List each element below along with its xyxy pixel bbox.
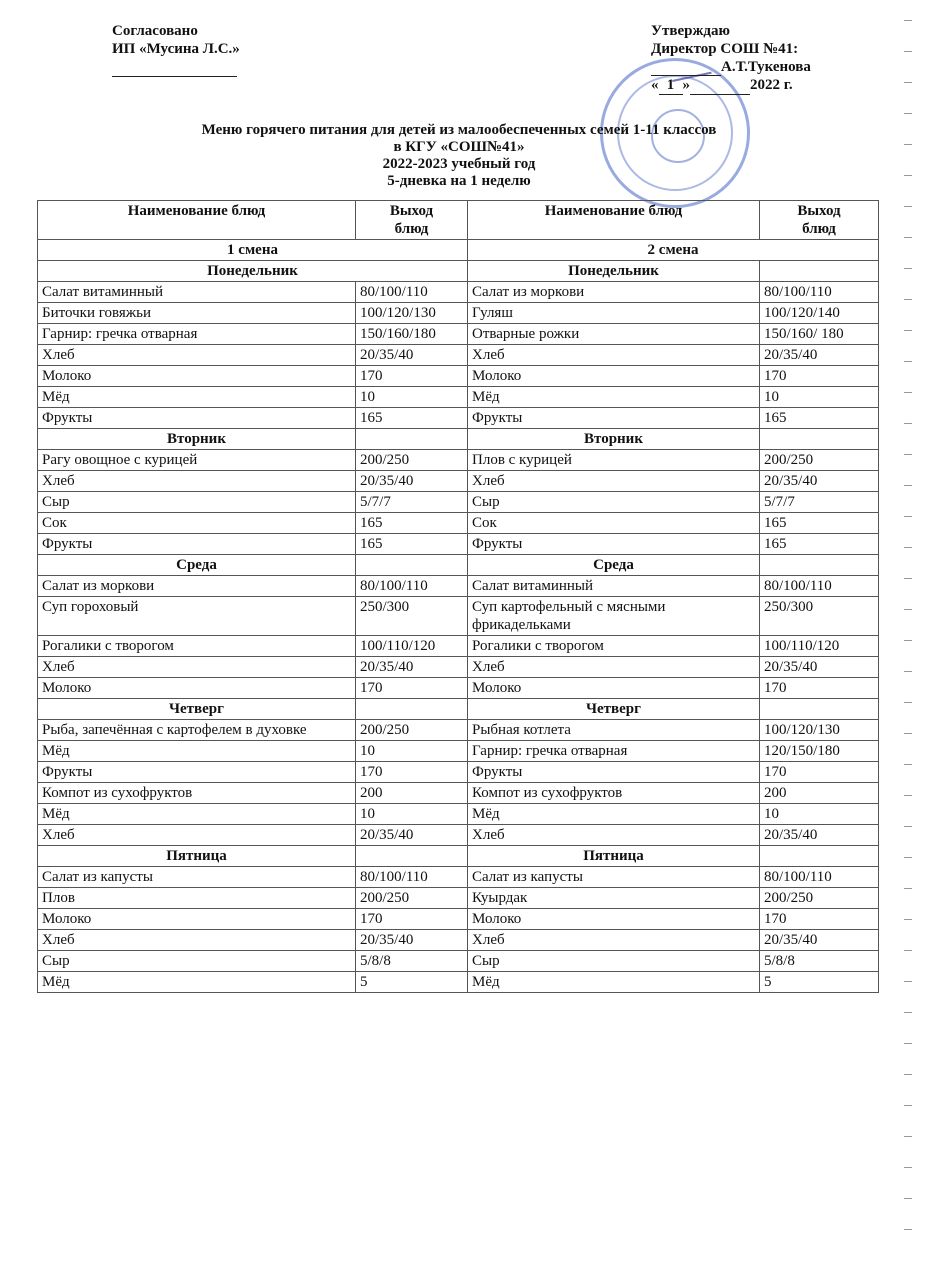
dish-yield-shift1: 5 — [356, 972, 468, 993]
table-row — [38, 972, 879, 993]
dish-yield-shift1: 200/250 — [356, 888, 468, 909]
day-label-shift1: Пятница — [38, 846, 356, 867]
title-line-4: 5-дневка на 1 неделю — [387, 173, 531, 189]
empty-cell — [356, 699, 468, 720]
dish-name-shift2: Мёд — [468, 972, 760, 993]
scan-edge-marks — [898, 0, 912, 1280]
dish-yield-shift2: 170 — [760, 366, 879, 387]
table-row — [38, 867, 879, 888]
dish-name-shift1: Суп гороховый — [38, 597, 356, 636]
dish-name-shift1: Хлеб — [38, 825, 356, 846]
dish-name-shift2: Сыр — [468, 492, 760, 513]
table-row — [38, 303, 879, 324]
dish-name-shift2: Фрукты — [468, 762, 760, 783]
dish-name-shift1: Фрукты — [38, 762, 356, 783]
dish-name-shift1: Фрукты — [38, 408, 356, 429]
dish-yield-shift2: 100/120/130 — [760, 720, 879, 741]
agreement-block — [112, 22, 240, 82]
dish-name-shift1: Мёд — [38, 741, 356, 762]
dish-name-shift1: Рыба, запечённая с картофелем в духовке — [38, 720, 356, 741]
dish-yield-shift1: 170 — [356, 678, 468, 699]
approve-date-mid: » — [682, 77, 690, 93]
table-row — [38, 636, 879, 657]
dish-name-shift1: Хлеб — [38, 657, 356, 678]
dish-yield-shift2: 5/7/7 — [760, 492, 879, 513]
table-row — [38, 720, 879, 741]
dish-name-shift1: Молоко — [38, 909, 356, 930]
menu-table-body — [38, 201, 879, 993]
table-row — [38, 387, 879, 408]
table-row — [38, 657, 879, 678]
dish-yield-shift1: 200/250 — [356, 450, 468, 471]
agreed-label: Согласовано — [112, 23, 198, 39]
dish-yield-shift2: 170 — [760, 678, 879, 699]
dish-yield-shift2: 100/120/140 — [760, 303, 879, 324]
day-label-shift1: Четверг — [38, 699, 356, 720]
dish-name-shift1: Плов — [38, 888, 356, 909]
dish-yield-shift1: 5/8/8 — [356, 951, 468, 972]
dish-yield-shift1: 5/7/7 — [356, 492, 468, 513]
dish-name-shift2: Суп картофельный с мясными фрикадельками — [468, 597, 760, 636]
dish-yield-shift2: 120/150/180 — [760, 741, 879, 762]
shift-row — [38, 240, 879, 261]
dish-yield-shift1: 170 — [356, 366, 468, 387]
dish-yield-shift2: 165 — [760, 513, 879, 534]
dish-yield-shift1: 165 — [356, 534, 468, 555]
agreed-signature-line — [112, 62, 240, 82]
day-header-row — [38, 429, 879, 450]
dish-name-shift1: Рогалики с творогом — [38, 636, 356, 657]
dish-yield-shift2: 100/110/120 — [760, 636, 879, 657]
title-line-1: Меню горячего питания для детей из малообеспеченных семей 1-11 классов — [201, 122, 717, 138]
table-row — [38, 408, 879, 429]
dish-name-shift2: Рыбная котлета — [468, 720, 760, 741]
dish-yield-shift2: 165 — [760, 534, 879, 555]
dish-yield-shift2: 165 — [760, 408, 879, 429]
dish-yield-shift1: 80/100/110 — [356, 867, 468, 888]
table-row — [38, 513, 879, 534]
dish-name-shift2: Хлеб — [468, 825, 760, 846]
dish-name-shift2: Компот из сухофруктов — [468, 783, 760, 804]
dish-name-shift2: Куырдак — [468, 888, 760, 909]
approve-position: Директор СОШ №41: — [651, 41, 799, 57]
shift-1-label: 1 смена — [38, 240, 468, 261]
approve-date-line — [651, 76, 811, 95]
empty-cell — [760, 261, 879, 282]
dish-name-shift1: Биточки говяжьи — [38, 303, 356, 324]
table-row — [38, 951, 879, 972]
table-row — [38, 324, 879, 345]
dish-yield-shift1: 20/35/40 — [356, 345, 468, 366]
dish-yield-shift2: 200 — [760, 783, 879, 804]
dish-name-shift2: Отварные рожки — [468, 324, 760, 345]
dish-name-shift2: Гарнир: гречка отварная — [468, 741, 760, 762]
col-header-name-shift1: Наименование блюд — [38, 201, 356, 240]
dish-name-shift1: Сыр — [38, 492, 356, 513]
dish-yield-shift1: 170 — [356, 909, 468, 930]
table-row — [38, 471, 879, 492]
dish-yield-shift2: 170 — [760, 909, 879, 930]
dish-name-shift2: Гуляш — [468, 303, 760, 324]
dish-name-shift2: Молоко — [468, 366, 760, 387]
dish-yield-shift2: 150/160/ 180 — [760, 324, 879, 345]
dish-yield-shift1: 10 — [356, 387, 468, 408]
dish-yield-shift2: 10 — [760, 387, 879, 408]
empty-cell — [356, 429, 468, 450]
dish-name-shift1: Мёд — [38, 387, 356, 408]
day-label-shift2: Вторник — [468, 429, 760, 450]
dish-name-shift2: Мёд — [468, 387, 760, 408]
dish-yield-shift1: 20/35/40 — [356, 825, 468, 846]
empty-cell — [760, 699, 879, 720]
dish-yield-shift1: 20/35/40 — [356, 657, 468, 678]
empty-cell — [760, 846, 879, 867]
document-title — [40, 122, 878, 190]
dish-name-shift2: Фрукты — [468, 534, 760, 555]
dish-name-shift2: Сок — [468, 513, 760, 534]
approve-label: Утверждаю — [651, 23, 730, 39]
day-label-shift1: Вторник — [38, 429, 356, 450]
dish-yield-shift2: 20/35/40 — [760, 825, 879, 846]
day-header-row — [38, 699, 879, 720]
dish-name-shift2: Хлеб — [468, 657, 760, 678]
dish-name-shift2: Хлеб — [468, 471, 760, 492]
table-row — [38, 909, 879, 930]
day-label-shift1: Среда — [38, 555, 356, 576]
empty-cell — [356, 846, 468, 867]
dish-yield-shift1: 20/35/40 — [356, 930, 468, 951]
dish-yield-shift2: 80/100/110 — [760, 282, 879, 303]
dish-yield-shift2: 200/250 — [760, 450, 879, 471]
table-row — [38, 282, 879, 303]
title-line-3: 2022-2023 учебный год — [382, 156, 536, 172]
dish-yield-shift1: 150/160/180 — [356, 324, 468, 345]
shift-2-label: 2 смена — [468, 240, 879, 261]
table-row — [38, 576, 879, 597]
dish-name-shift1: Молоко — [38, 366, 356, 387]
dish-name-shift2: Фрукты — [468, 408, 760, 429]
day-label-shift2: Пятница — [468, 846, 760, 867]
dish-yield-shift1: 80/100/110 — [356, 576, 468, 597]
dish-name-shift2: Рогалики с творогом — [468, 636, 760, 657]
col-header-yield-shift2: Выход блюд — [760, 201, 879, 240]
dish-yield-shift1: 200 — [356, 783, 468, 804]
day-header-row — [38, 555, 879, 576]
dish-yield-shift1: 100/110/120 — [356, 636, 468, 657]
dish-name-shift1: Гарнир: гречка отварная — [38, 324, 356, 345]
approve-date-day: 1 — [659, 76, 683, 95]
dish-name-shift1: Компот из сухофруктов — [38, 783, 356, 804]
day-label-shift2: Четверг — [468, 699, 760, 720]
dish-yield-shift1: 80/100/110 — [356, 282, 468, 303]
dish-name-shift1: Сыр — [38, 951, 356, 972]
dish-name-shift2: Молоко — [468, 678, 760, 699]
dish-name-shift1: Мёд — [38, 804, 356, 825]
table-row — [38, 366, 879, 387]
table-row — [38, 762, 879, 783]
approval-block — [651, 22, 811, 95]
table-row — [38, 825, 879, 846]
empty-cell — [760, 429, 879, 450]
table-row — [38, 930, 879, 951]
day-label-shift2: Понедельник — [468, 261, 760, 282]
dish-name-shift1: Хлеб — [38, 471, 356, 492]
dish-yield-shift1: 10 — [356, 741, 468, 762]
dish-name-shift2: Салат из моркови — [468, 282, 760, 303]
menu-table — [37, 200, 879, 993]
dish-yield-shift2: 170 — [760, 762, 879, 783]
approve-name: А.Т.Тукенова — [721, 59, 811, 75]
empty-cell — [356, 555, 468, 576]
dish-yield-shift1: 165 — [356, 408, 468, 429]
dish-yield-shift1: 100/120/130 — [356, 303, 468, 324]
dish-name-shift2: Молоко — [468, 909, 760, 930]
dish-name-shift1: Салат витаминный — [38, 282, 356, 303]
table-row — [38, 450, 879, 471]
day-label-shift2: Среда — [468, 555, 760, 576]
dish-yield-shift2: 20/35/40 — [760, 345, 879, 366]
title-line-2: в КГУ «СОШ№41» — [393, 139, 525, 155]
table-row — [38, 678, 879, 699]
table-row — [38, 783, 879, 804]
dish-name-shift2: Салат витаминный — [468, 576, 760, 597]
table-row — [38, 345, 879, 366]
dish-yield-shift1: 170 — [356, 762, 468, 783]
dish-name-shift2: Хлеб — [468, 930, 760, 951]
dish-name-shift1: Салат из капусты — [38, 867, 356, 888]
approve-name-line — [651, 58, 811, 76]
dish-yield-shift2: 80/100/110 — [760, 867, 879, 888]
table-header-row — [38, 201, 879, 240]
col-header-yield-shift1: Выход блюд — [356, 201, 468, 240]
table-row — [38, 804, 879, 825]
dish-name-shift1: Хлеб — [38, 345, 356, 366]
dish-name-shift1: Фрукты — [38, 534, 356, 555]
dish-yield-shift2: 20/35/40 — [760, 930, 879, 951]
dish-name-shift2: Салат из капусты — [468, 867, 760, 888]
dish-name-shift2: Хлеб — [468, 345, 760, 366]
dish-name-shift1: Мёд — [38, 972, 356, 993]
dish-name-shift1: Молоко — [38, 678, 356, 699]
approve-date-year: 2022 г. — [750, 77, 793, 93]
dish-name-shift2: Мёд — [468, 804, 760, 825]
dish-yield-shift2: 80/100/110 — [760, 576, 879, 597]
dish-yield-shift2: 250/300 — [760, 597, 879, 636]
table-row — [38, 741, 879, 762]
agreed-org: ИП «Мусина Л.С.» — [112, 41, 240, 57]
table-row — [38, 888, 879, 909]
dish-name-shift1: Рагу овощное с курицей — [38, 450, 356, 471]
table-row — [38, 597, 879, 636]
dish-yield-shift1: 250/300 — [356, 597, 468, 636]
day-header-row — [38, 846, 879, 867]
dish-yield-shift2: 200/250 — [760, 888, 879, 909]
day-label-shift1: Понедельник — [38, 261, 468, 282]
dish-yield-shift2: 20/35/40 — [760, 657, 879, 678]
dish-yield-shift2: 5 — [760, 972, 879, 993]
dish-yield-shift2: 5/8/8 — [760, 951, 879, 972]
approve-date-open: « — [651, 77, 659, 93]
col-header-name-shift2: Наименование блюд — [468, 201, 760, 240]
empty-cell — [760, 555, 879, 576]
dish-yield-shift1: 20/35/40 — [356, 471, 468, 492]
table-row — [38, 492, 879, 513]
dish-yield-shift2: 20/35/40 — [760, 471, 879, 492]
dish-name-shift2: Сыр — [468, 951, 760, 972]
day-header-row — [38, 261, 879, 282]
dish-yield-shift1: 165 — [356, 513, 468, 534]
dish-yield-shift2: 10 — [760, 804, 879, 825]
dish-yield-shift1: 200/250 — [356, 720, 468, 741]
dish-name-shift1: Салат из моркови — [38, 576, 356, 597]
table-row — [38, 534, 879, 555]
dish-name-shift1: Хлеб — [38, 930, 356, 951]
dish-name-shift2: Плов с курицей — [468, 450, 760, 471]
dish-yield-shift1: 10 — [356, 804, 468, 825]
dish-name-shift1: Сок — [38, 513, 356, 534]
